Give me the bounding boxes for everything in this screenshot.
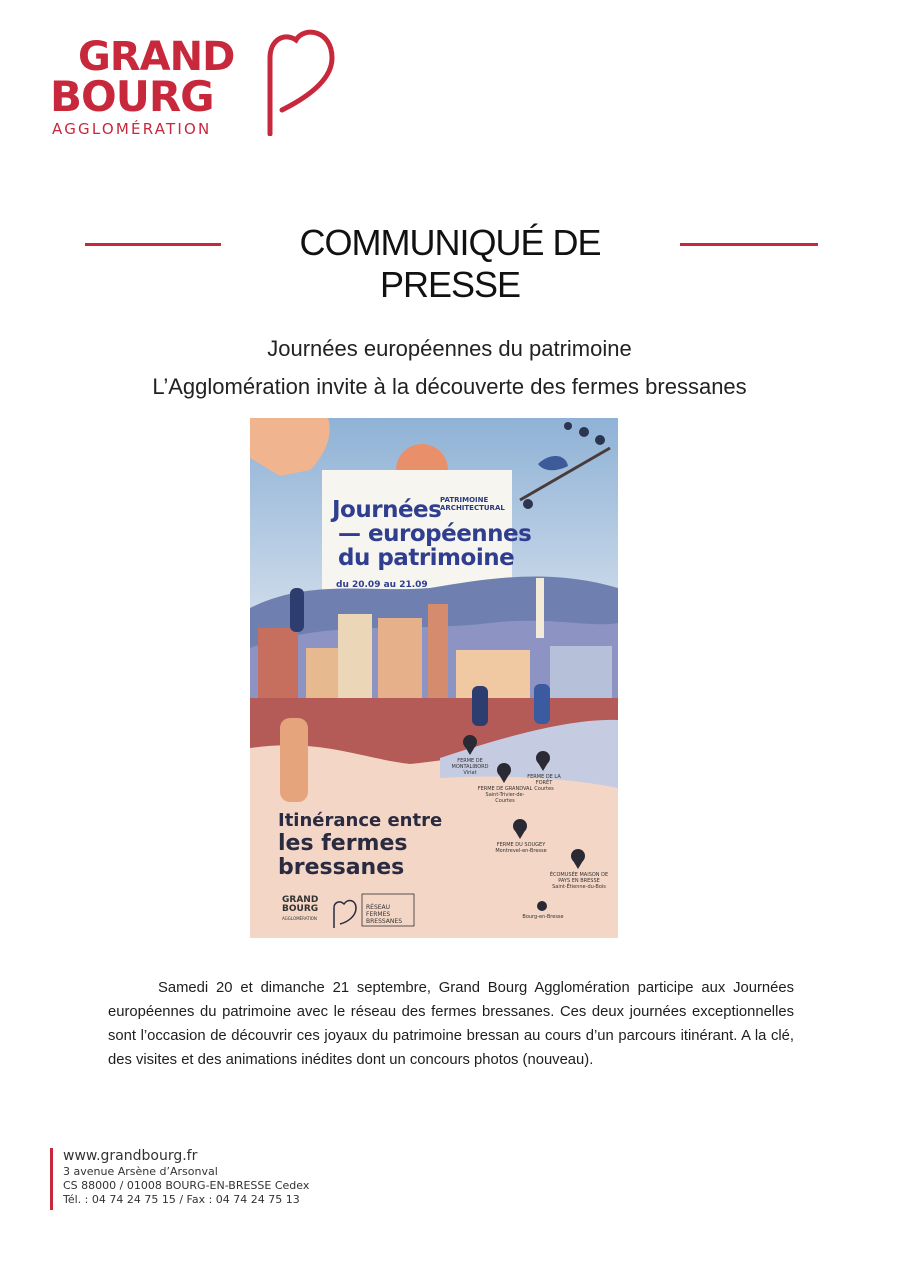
- marker-place: Bourg-en-Bresse: [522, 914, 564, 920]
- marker-place: Saint-Étienne-du-Bois: [552, 884, 606, 890]
- poster-logo2-line-2: FERMES: [366, 911, 391, 918]
- poster-title-line-2: — européennes: [338, 521, 532, 547]
- poster-reseau-logo: [366, 904, 402, 925]
- poster-itin-line-1: Itinérance entre: [278, 810, 443, 831]
- body-paragraph: Samedi 20 et dimanche 21 septembre, Grand Bourg Agglomération participe aux Journées européennes du patrimoine avec le réseau des fermes bressanes. Ces deux journées exceptionnelles sont l’occasion de découvrir ces joyaux du patrimoine bressan au cours d’un parcours itinérant. A la clé, des visites et des animations inédites dont un concours photos (nouveau).: [108, 980, 794, 1068]
- poster-logo-line-3: AGGLOMÉRATION: [282, 916, 317, 921]
- footer-website-link[interactable]: www.grandbourg.fr: [63, 1148, 198, 1164]
- poster-marker-label: [516, 914, 570, 920]
- logo-word-grand: GRAND: [78, 34, 235, 80]
- marker-place: Viriat: [463, 770, 477, 776]
- poster-logo2-line-3: BRESSANES: [366, 918, 402, 925]
- poster-itin-line-2: les fermes: [278, 831, 408, 856]
- footer-postal: CS 88000 / 01008 BOURG-EN-BRESSE Cedex: [63, 1179, 310, 1192]
- marker-place: Montrevel-en-Bresse: [495, 848, 547, 854]
- marker-name: ÉCOMUSÉE MAISON DE PAYS EN BRESSE: [549, 872, 609, 884]
- marker-place: Courtes: [534, 786, 554, 792]
- poster-marker-label: [494, 842, 548, 854]
- poster-marker-label: [526, 774, 562, 792]
- poster-logo-line-2: BOURG: [282, 904, 319, 914]
- subtitle-line-1: Journées européennes du patrimoine: [267, 336, 632, 361]
- poster-title-line-1: Journées: [332, 497, 442, 523]
- poster-title-line-3: du patrimoine: [338, 545, 515, 571]
- marker-name: FERME DE LA FORÊT: [527, 774, 561, 786]
- poster-tag-line-1: PATRIMOINE: [440, 496, 489, 504]
- title-rule-left: [85, 243, 221, 246]
- title-rule-right: [680, 243, 818, 246]
- subtitle-line-2: L’Agglomération invite à la découverte des fermes bressanes: [152, 374, 747, 399]
- poster-tag-line-2: ARCHITECTURAL: [440, 504, 505, 512]
- press-release-header: [0, 222, 899, 305]
- poster-logo-line-1: GRAND: [282, 895, 319, 905]
- poster-marker-label: [548, 872, 610, 890]
- page-title: COMMUNIQUÉ DE PRESSE: [299, 222, 601, 305]
- poster-grand-bourg-logo: [282, 896, 318, 923]
- event-poster: [250, 418, 618, 938]
- marker-name: FERME DE GRANDVAL: [477, 786, 533, 792]
- logo-heart-icon: [258, 28, 338, 136]
- footer-contact: [50, 1148, 309, 1210]
- poster-marker-label: [446, 758, 494, 776]
- grand-bourg-logo: [50, 28, 350, 138]
- poster-logo2-line-1: RÉSEAU: [366, 904, 391, 911]
- poster-itin-line-3: bressanes: [278, 855, 405, 880]
- footer-phone: Tél. : 04 74 24 75 15 / Fax : 04 74 24 75 13: [63, 1193, 300, 1206]
- logo-word-agglomeration: AGGLOMÉRATION: [52, 120, 212, 138]
- footer-address: 3 avenue Arsène d’Arsonval: [63, 1165, 218, 1178]
- logo-word-bourg: BOURG: [50, 72, 214, 121]
- poster-title: [332, 498, 531, 570]
- marker-name: FERME DU SOUGEY: [496, 842, 546, 848]
- poster-itinerance: [278, 810, 442, 880]
- marker-place: Saint-Trivier-de-Courtes: [485, 792, 525, 804]
- marker-name: FERME DE MONTALIBORD: [451, 758, 489, 770]
- poster-dates: du 20.09 au 21.09: [336, 580, 428, 590]
